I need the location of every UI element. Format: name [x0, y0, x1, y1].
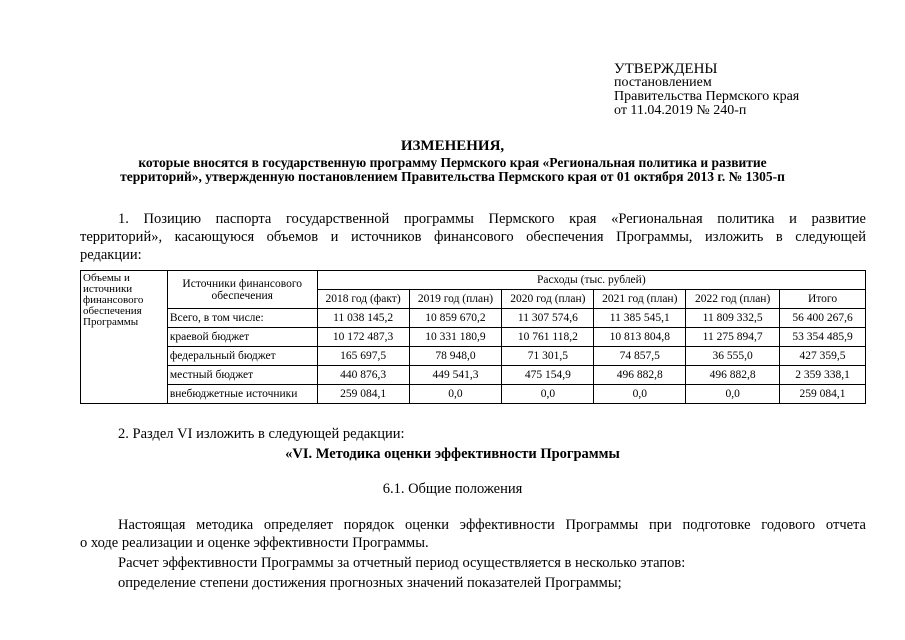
value-cell: 36 555,0	[686, 347, 780, 366]
source-cell: федеральный бюджет	[167, 347, 317, 366]
value-cell: 10 761 118,2	[502, 328, 594, 347]
value-cell: 440 876,3	[317, 366, 409, 385]
value-cell: 10 813 804,8	[594, 328, 686, 347]
method-para-line1: Настоящая методика определяет порядок оценки эффективности Программы при подготовке годового отчета	[118, 517, 866, 533]
value-cell: 11 809 332,5	[686, 309, 780, 328]
calc-para: Расчет эффективности Программы за отчетный период осуществляется в несколько этапов:	[118, 555, 686, 571]
stage-para: определение степени достижения прогнозных значений показателей Программы;	[118, 575, 622, 591]
source-header: Источники финансового обеспечения	[167, 271, 317, 309]
value-cell: 496 882,8	[686, 366, 780, 385]
value-cell: 0,0	[686, 385, 780, 404]
approval-date: от 11.04.2019 № 240-п	[614, 103, 747, 118]
year-header: 2018 год (факт)	[317, 290, 409, 309]
value-cell: 11 038 145,2	[317, 309, 409, 328]
value-cell: 53 354 485,9	[780, 328, 866, 347]
table-row	[81, 309, 866, 328]
value-cell: 11 385 545,1	[594, 309, 686, 328]
approval-line: Правительства Пермского края	[614, 89, 800, 104]
value-cell: 496 882,8	[594, 366, 686, 385]
table-row	[81, 347, 866, 366]
table-row	[81, 328, 866, 347]
value-cell: 56 400 267,6	[780, 309, 866, 328]
year-header: 2020 год (план)	[502, 290, 594, 309]
subtitle-line: территорий», утвержденную постановлением Правительства Пермского края от 01 октября 2013 г. № 1305-п	[120, 169, 785, 184]
value-cell: 165 697,5	[317, 347, 409, 366]
value-cell: 2 359 338,1	[780, 366, 866, 385]
subtitle-line: которые вносятся в государственную программу Пермского края «Региональная политика и развитие	[138, 155, 767, 170]
expenses-header: Расходы (тыс. рублей)	[317, 271, 865, 290]
value-cell: 259 084,1	[317, 385, 409, 404]
value-cell: 71 301,5	[502, 347, 594, 366]
financing-table	[80, 270, 866, 404]
value-cell: 11 275 894,7	[686, 328, 780, 347]
section-title: «VI. Методика оценки эффективности Программы	[285, 446, 620, 462]
value-cell: 259 084,1	[780, 385, 866, 404]
year-header: 2022 год (план)	[686, 290, 780, 309]
value-cell: 475 154,9	[502, 366, 594, 385]
value-cell: 10 172 487,3	[317, 328, 409, 347]
value-cell: 78 948,0	[409, 347, 502, 366]
document-subtitle	[0, 156, 905, 184]
item1-line1: 1. Позицию паспорта государственной программы Пермского края «Региональная политика и развитие	[118, 211, 866, 227]
approval-block	[614, 62, 799, 118]
subsection-title: 6.1. Общие положения	[382, 481, 523, 497]
document-title: ИЗМЕНЕНИЯ,	[400, 138, 505, 154]
table-row	[81, 385, 866, 404]
value-cell: 10 331 180,9	[409, 328, 502, 347]
value-cell: 74 857,5	[594, 347, 686, 366]
item2: 2. Раздел VI изложить в следующей редакции:	[118, 426, 405, 442]
value-cell: 427 359,5	[780, 347, 866, 366]
year-header: 2021 год (план)	[594, 290, 686, 309]
source-cell: местный бюджет	[167, 366, 317, 385]
item1-line2: территорий», касающуюся объемов и источников финансового обеспечения Программы, изложить в следующей	[80, 229, 866, 245]
source-cell: Всего, в том числе:	[167, 309, 317, 328]
row-label-cell: Объемы и источники финансового обеспечения Программы	[81, 271, 168, 404]
total-header: Итого	[780, 290, 866, 309]
source-cell: внебюджетные источники	[167, 385, 317, 404]
source-cell: краевой бюджет	[167, 328, 317, 347]
value-cell: 11 307 574,6	[502, 309, 594, 328]
value-cell: 0,0	[502, 385, 594, 404]
value-cell: 0,0	[409, 385, 502, 404]
method-para-line2: о ходе реализации и оценке эффективности Программы.	[80, 535, 429, 551]
value-cell: 449 541,3	[409, 366, 502, 385]
item1-line3: редакции:	[80, 247, 142, 263]
approval-line: постановлением	[614, 75, 712, 90]
approval-heading: УТВЕРЖДЕНЫ	[614, 61, 718, 77]
value-cell: 0,0	[594, 385, 686, 404]
value-cell: 10 859 670,2	[409, 309, 502, 328]
year-header: 2019 год (план)	[409, 290, 502, 309]
table-row	[81, 366, 866, 385]
